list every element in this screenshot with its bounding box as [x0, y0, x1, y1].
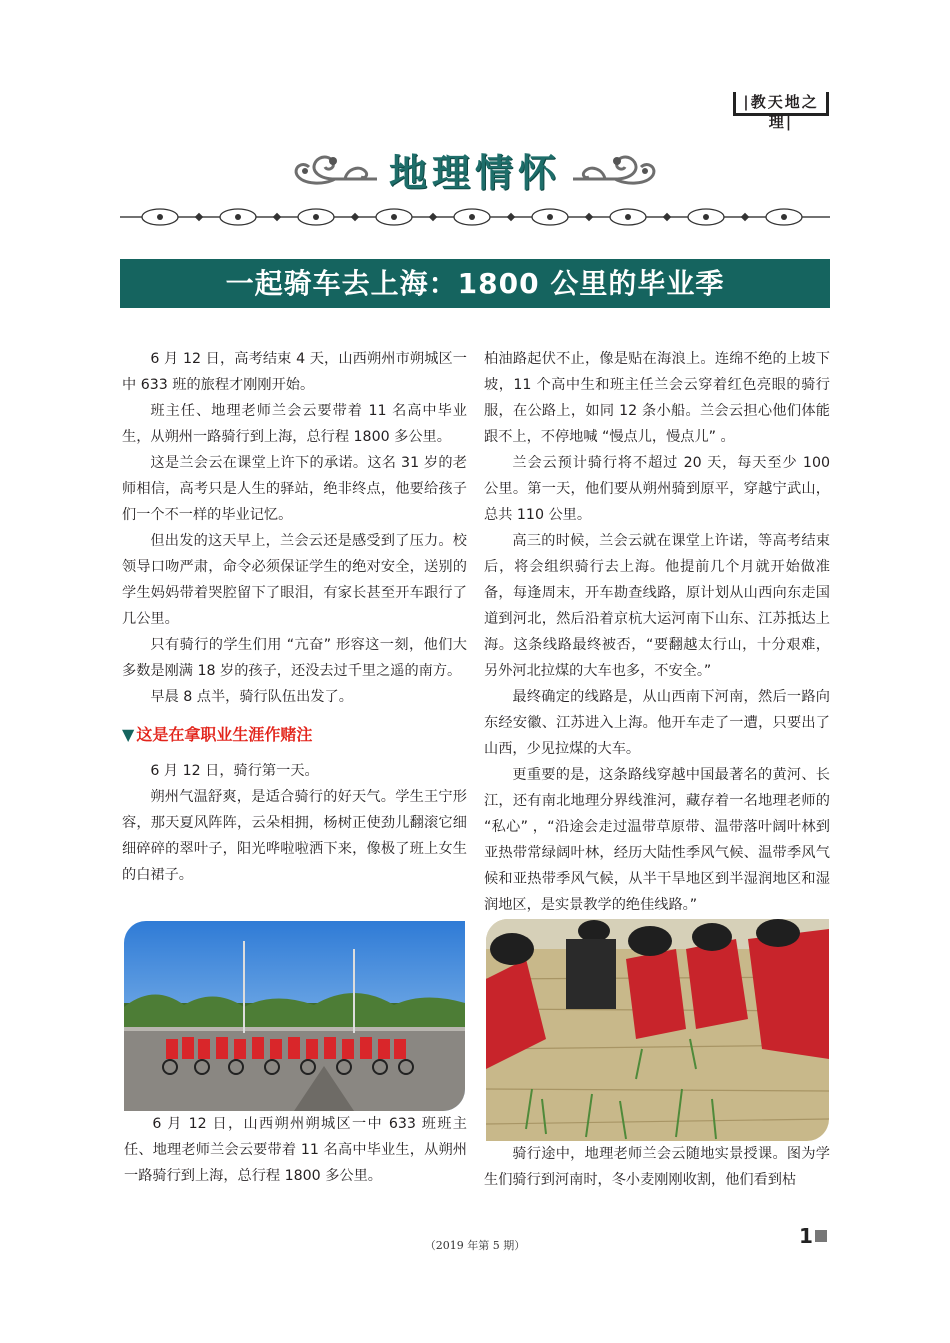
- photo-cyclists-group: [124, 921, 465, 1111]
- paragraph: 6 月 12 日，骑行第一天。: [150, 763, 319, 779]
- section-title: 地理情怀: [388, 149, 561, 195]
- paragraph: 最终确定的线路是，从山西南下河南，然后一路向东经安徽、江苏进入上海。他开车走了一遭，只要出了山西，少见拉煤的大车。: [484, 689, 830, 757]
- section-title-banner: [250, 142, 700, 196]
- left-column: [122, 346, 467, 888]
- right-column: [484, 346, 830, 918]
- article-headline: 一起骑车去上海：1800 公里的毕业季: [120, 259, 830, 308]
- issue-footer: （2019 年第 5 期）: [424, 1239, 526, 1252]
- paragraph: 更重要的是，这条路线穿越中国最著名的黄河、长江，还有南北地理分界线淮河，藏存着一名地理老师的 “私心” ，“沿途会走过温带草原带、温带落叶阔叶林到亚热带常绿阔叶林，经历大陆性季风气候、温带季风气候和亚热带季风气候，从半干旱地区到半湿润地区和湿润地区，是实景教学的绝佳线路。”: [484, 767, 830, 913]
- paragraph: 只有骑行的学生们用 “亢奋” 形容这一刻，他们大多数是刚满 18 岁的孩子，还没去过千里之遥的南方。: [122, 637, 467, 679]
- page-marker-icon: [815, 1230, 827, 1242]
- paragraph: 班主任、地理老师兰会云要带着 11 名高中毕业生，从朔州一路骑行到上海，总行程 1800 多公里。: [122, 403, 467, 445]
- paragraph: 但出发的这天早上，兰会云还是感受到了压力。校领导口吻严肃，命令必须保证学生的绝对安全，送别的学生妈妈带着哭腔留下了眼泪，有家长甚至开车跟行了几公里。: [122, 533, 467, 627]
- subheading: [122, 720, 467, 750]
- cloud-ornament-icon: [289, 149, 381, 189]
- column-tag: |教天地之理|: [733, 92, 829, 116]
- cloud-ornament-icon: [569, 149, 661, 189]
- paragraph: 朔州气温舒爽，是适合骑行的好天气。学生王宁形容，那天夏风阵阵，云朵相拥，杨树正使劲儿翻滚它细细碎碎的翠叶子，阳光哗啦啦洒下来，像极了班上女生的白裙子。: [122, 789, 467, 883]
- photo-field-lesson: [486, 919, 829, 1141]
- paragraph: 柏油路起伏不止，像是贴在海浪上。连绵不绝的上坡下坡，11 个高中生和班主任兰会云穿着红色亮眼的骑行服，在公路上，如同 12 条小船。兰会云担心他们体能跟不上，不停地喊 “慢点儿，慢点儿” 。: [484, 351, 830, 445]
- paragraph: 6 月 12 日，高考结束 4 天，山西朔州市朔城区一中 633 班的旅程才刚刚开始。: [122, 351, 467, 393]
- paragraph: 高三的时候，兰会云就在课堂上许诺，等高考结束后，将会组织骑行去上海。他提前几个月就开始做准备，每逢周末，开车勘查线路，原计划从山西向东走国道到河北，然后沿着京杭大运河南下山东、江苏抵达上海。这条线路最终被否，“要翻越太行山，十分艰难，另外河北拉煤的大车也多，不安全。”: [484, 533, 830, 679]
- triangle-bullet-icon: ▼: [122, 725, 135, 744]
- paragraph: 早晨 8 点半，骑行队伍出发了。: [150, 689, 353, 705]
- page-number-text: 1: [799, 1224, 813, 1248]
- ornamental-divider: [120, 206, 830, 228]
- page-number: [799, 1224, 827, 1248]
- photo-caption: 骑行途中，地理老师兰会云随地实景授课。图为学生们骑行到河南时，冬小麦刚刚收割，他们看到枯: [484, 1146, 830, 1188]
- subheading-text: 这是在拿职业生涯作赌注: [136, 725, 313, 744]
- photo-caption: 6 月 12 日，山西朔州朔城区一中 633 班班主任、地理老师兰会云要带着 11 名高中毕业生，从朔州一路骑行到上海，总行程 1800 多公里。: [124, 1116, 467, 1184]
- paragraph: 这是兰会云在课堂上许下的承诺。这名 31 岁的老师相信，高考只是人生的驿站，绝非终点，他要给孩子们一个不一样的毕业记忆。: [122, 455, 467, 523]
- paragraph: 兰会云预计骑行将不超过 20 天，每天至少 100 公里。第一天，他们要从朔州骑到原平，穿越宁武山，总共 110 公里。: [484, 455, 830, 523]
